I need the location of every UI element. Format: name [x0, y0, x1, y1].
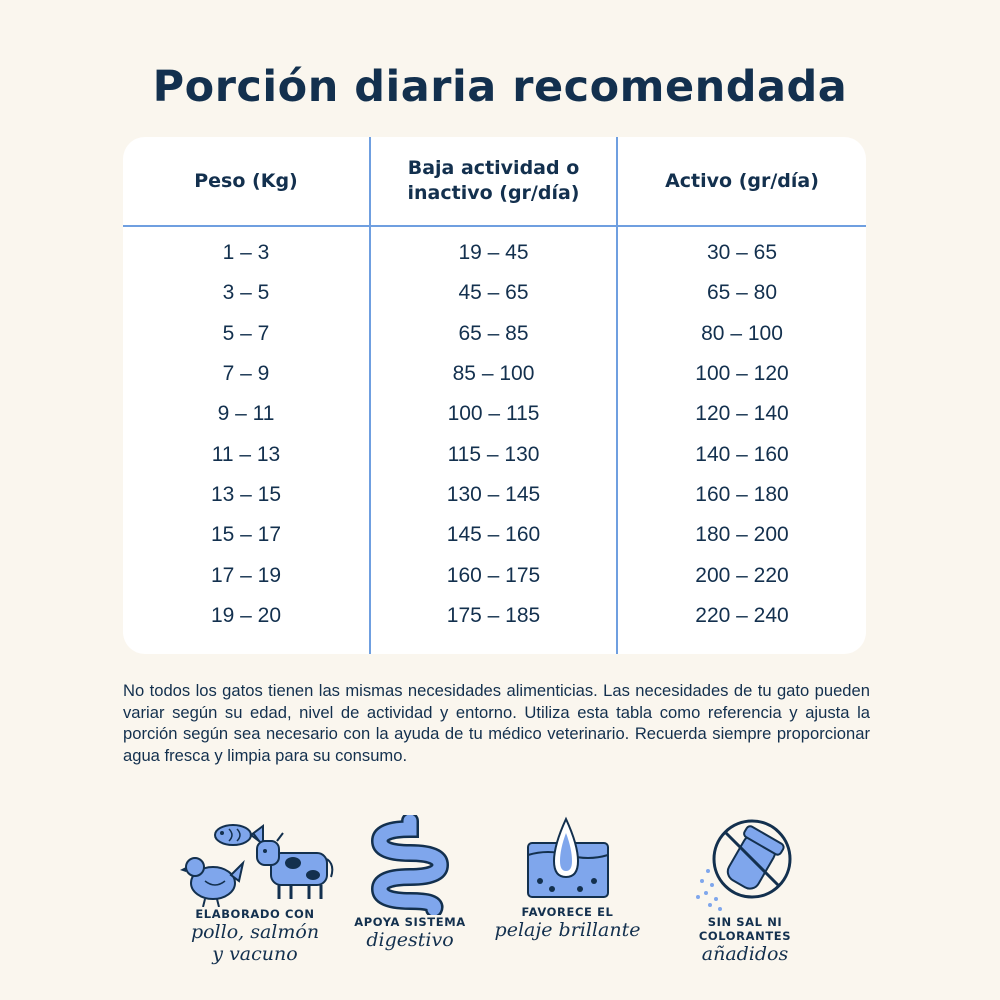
badge-caption: FAVORECE EL: [521, 905, 614, 919]
weight-cell: 9 – 11: [217, 402, 275, 426]
low-activity-cell: 115 – 130: [447, 442, 540, 466]
weight-cell: 19 – 20: [210, 603, 282, 627]
badge-script: digestivo: [366, 929, 454, 951]
weight-cell: 1 – 3: [222, 241, 270, 265]
table-row: [123, 515, 866, 555]
table-row: [123, 233, 866, 273]
header-low-activity: Baja actividad o inactivo (gr/día): [407, 157, 580, 204]
page-title: Porción diaria recomendada: [152, 62, 848, 112]
table-row: [123, 354, 866, 394]
active-cell: 100 – 120: [695, 362, 789, 386]
active-cell: 200 – 220: [695, 563, 789, 587]
fish-chicken-cow-icon: [175, 815, 335, 907]
active-cell: 220 – 240: [695, 603, 789, 627]
badge-caption: SIN SAL NI: [707, 915, 783, 929]
low-activity-cell: 160 – 175: [446, 563, 541, 587]
badge-coat: [485, 815, 650, 941]
badge-no-salt: [670, 815, 820, 965]
no-salt-icon: [690, 815, 800, 915]
active-cell: 30 – 65: [706, 241, 778, 265]
low-activity-cell: 19 – 45: [458, 241, 529, 265]
badge-script: añadidos: [701, 943, 789, 965]
active-cell: 160 – 180: [695, 482, 789, 506]
table-row: [123, 273, 866, 313]
low-activity-cell: 45 – 65: [458, 281, 529, 305]
low-activity-cell: 130 – 145: [446, 482, 541, 506]
badge-ingredients: [160, 815, 350, 965]
weight-cell: 11 – 13: [211, 442, 281, 466]
weight-cell: 15 – 17: [210, 523, 282, 547]
header-active: Activo (gr/día): [665, 169, 819, 192]
header-divider: [123, 225, 866, 227]
table-row: [123, 555, 866, 595]
table-body: [123, 233, 866, 636]
low-activity-cell: 145 – 160: [446, 523, 541, 547]
badge-caption: COLORANTES: [698, 929, 792, 943]
weight-cell: 5 – 7: [222, 321, 270, 345]
feeding-note: No todos los gatos tienen las mismas necesidades alimenticias. Las necesidades de tu gato pueden variar según su edad, nivel de actividad y entorno. Utiliza esta tabla como referencia y ajusta la porción según sea necesario con la ayuda de tu médico veterinario. Recuerda siempre proporcionar agua fresca y limpia para su consumo.: [123, 681, 870, 765]
badge-caption: ELABORADO CON: [195, 907, 315, 921]
active-cell: 65 – 80: [706, 281, 778, 305]
weight-cell: 17 – 19: [210, 563, 282, 587]
badge-digestive: [335, 815, 485, 951]
low-activity-cell: 100 – 115: [447, 402, 540, 426]
low-activity-cell: 65 – 85: [458, 321, 529, 345]
low-activity-cell: 175 – 185: [446, 603, 541, 627]
table-row: [123, 314, 866, 354]
weight-cell: 13 – 15: [210, 482, 282, 506]
weight-cell: 7 – 9: [222, 362, 270, 386]
table-row: [123, 394, 866, 434]
badge-script: pelaje brillante: [494, 919, 641, 941]
weight-cell: 3 – 5: [222, 281, 270, 305]
table-row: [123, 475, 866, 515]
skin-drop-icon: [518, 815, 618, 905]
active-cell: 80 – 100: [701, 321, 783, 345]
intestine-icon: [360, 815, 460, 915]
header-weight: Peso (Kg): [194, 169, 298, 192]
badge-caption: APOYA SISTEMA: [354, 915, 466, 929]
badge-script: pollo, salmón: [190, 921, 320, 943]
active-cell: 140 – 160: [695, 442, 789, 466]
active-cell: 120 – 140: [695, 402, 789, 426]
active-cell: 180 – 200: [695, 523, 789, 547]
low-activity-cell: 85 – 100: [452, 362, 535, 386]
portion-table: [123, 137, 866, 654]
table-row: [123, 596, 866, 636]
badge-script: y vacuno: [212, 943, 298, 965]
table-row: [123, 434, 866, 474]
